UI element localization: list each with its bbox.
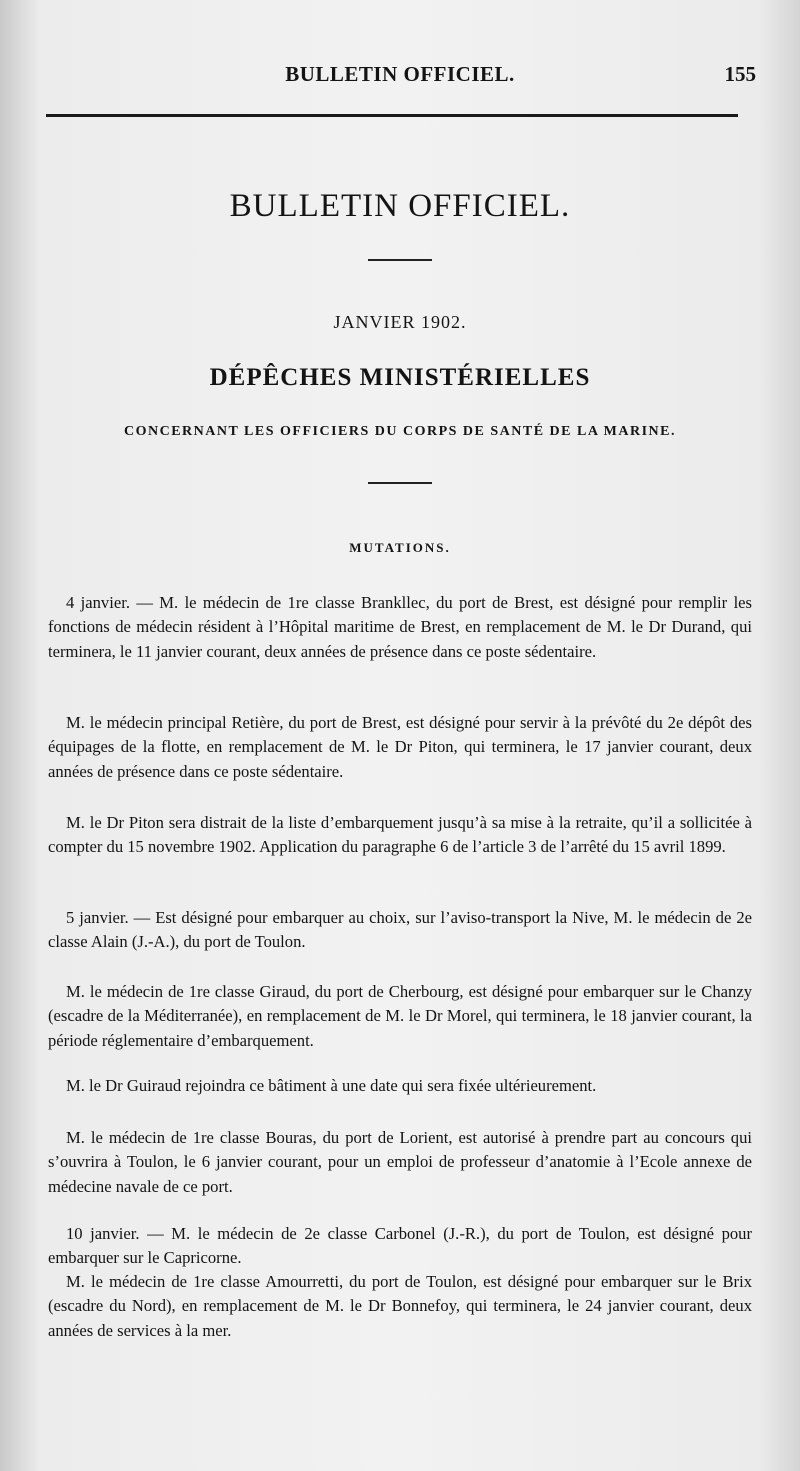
paragraph: 4 janvier. — M. le médecin de 1re classe Brankllec, du port de Brest, est désigné pour remplir les fonctions de médecin résident à l’Hôpital maritime de Brest, en remplacement de M. le Dr Durand, qui terminera, le 11 janvier courant, deux années de présence dans ce poste sédentaire.: [48, 593, 752, 661]
running-head: [0, 62, 800, 92]
subsection-heading: MUTATIONS.: [349, 540, 451, 555]
section-heading: DÉPÊCHES MINISTÉRIELLES: [209, 364, 591, 391]
title-divider: [368, 259, 432, 261]
paragraph: M. le médecin de 1re classe Giraud, du port de Cherbourg, est désigné pour embarquer sur le Chanzy (escadre de la Méditerranée), en remplacement de M. le Dr Morel, qui terminera, le 18 janvier courant, la période réglementaire d’embarquement.: [48, 982, 752, 1050]
paragraph: M. le Dr Piton sera distrait de la liste d’embarquement jusqu’à sa mise à la retraite, qu’il a sollicitée à compter du 15 novembre 1902. Application du paragraphe 6 de l’article 3 de l’arrêté du 15 avril 1899.: [48, 813, 752, 857]
running-title: BULLETIN OFFICIEL.: [285, 62, 515, 86]
paragraph: 10 janvier. — M. le médecin de 2e classe Carbonel (J.-R.), du port de Toulon, est désigné pour embarquer sur le Capricorne.: [48, 1224, 752, 1268]
section-divider: [368, 482, 432, 484]
section-subheading: CONCERNANT LES OFFICIERS DU CORPS DE SANTÉ DE LA MARINE.: [123, 424, 677, 439]
header-rule: [46, 114, 738, 117]
paragraph: M. le médecin de 1re classe Bouras, du port de Lorient, est autorisé à prendre part au concours qui s’ouvrira à Toulon, le 6 janvier courant, pour un emploi de professeur d’anatomie à l’Ecole annexe de médecine navale de ce port.: [48, 1128, 752, 1196]
date-heading: JANVIER 1902.: [333, 312, 467, 332]
paragraph: M. le médecin de 1re classe Amourretti, du port de Toulon, est désigné pour embarquer sur le Brix (escadre du Nord), en remplacement de M. le Dr Bonnefoy, qui terminera, le 24 janvier courant, deux années de services à la mer.: [48, 1272, 752, 1340]
paragraph: M. le Dr Guiraud rejoindra ce bâtiment à une date qui sera fixée ultérieurement.: [66, 1076, 597, 1095]
paragraph: M. le médecin principal Retière, du port de Brest, est désigné pour servir à la prévôté du 2e dépôt des équipages de la flotte, en remplacement de M. le Dr Piton, qui terminera, le 17 janvier courant, deux années de présence dans ce poste sédentaire.: [48, 713, 752, 781]
document-title: BULLETIN OFFICIEL.: [229, 188, 571, 224]
paragraph: 5 janvier. — Est désigné pour embarquer au choix, sur l’aviso-transport la Nive, M. le médecin de 2e classe Alain (J.-A.), du port de Toulon.: [48, 908, 752, 952]
page-number: 155: [724, 62, 756, 86]
